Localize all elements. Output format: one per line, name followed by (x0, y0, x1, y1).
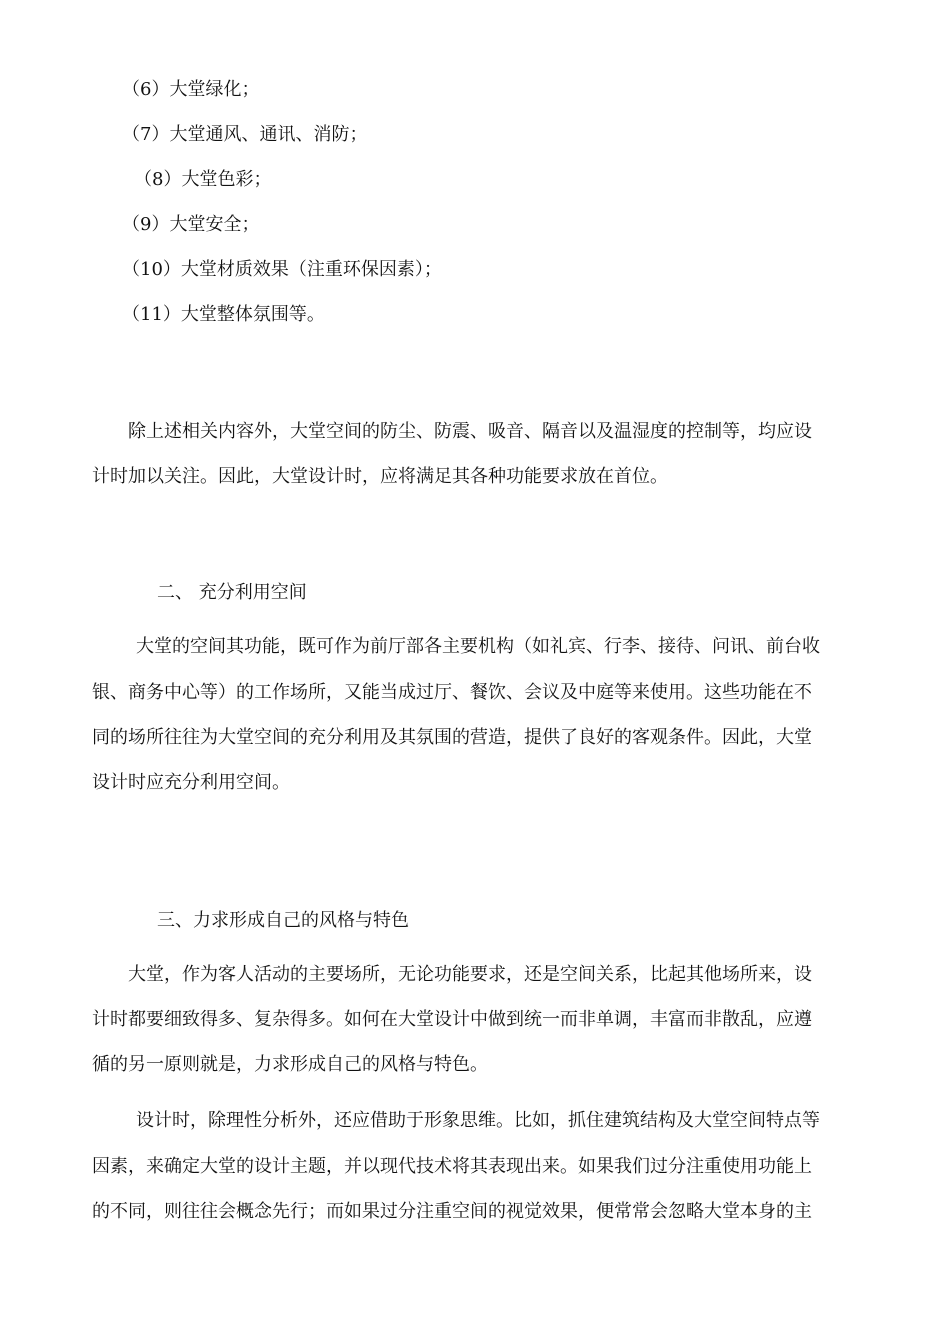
section-2-line-2: 银、商务中心等）的工作场所，又能当成过厅、餐饮、会议及中庭等来使用。这些功能在不 (92, 682, 812, 703)
list-item-7: （7）大堂通风、通讯、消防； (122, 124, 368, 145)
list-item-9: （9）大堂安全； (122, 214, 260, 235)
section-3a-line-3: 循的另一原则就是，力求形成自己的风格与特色。 (92, 1054, 488, 1075)
paragraph-1-line-2: 计时加以关注。因此，大堂设计时，应将满足其各种功能要求放在首位。 (92, 466, 668, 487)
section-2-line-1: 大堂的空间其功能，既可作为前厅部各主要机构（如礼宾、行李、接待、问讯、前台收 (136, 636, 820, 657)
section-2-heading: 二、 充分利用空间 (157, 582, 307, 603)
list-item-10: （10）大堂材质效果（注重环保因素）； (122, 259, 442, 280)
section-3a-line-1: 大堂，作为客人活动的主要场所，无论功能要求，还是空间关系，比起其他场所来，设 (128, 964, 812, 985)
section-3b-line-3: 的不同，则往往会概念先行；而如果过分注重空间的视觉效果，便常常会忽略大堂本身的主 (92, 1201, 812, 1222)
list-item-6: （6）大堂绿化； (122, 79, 260, 100)
section-2-line-4: 设计时应充分利用空间。 (92, 772, 290, 793)
section-2-line-3: 同的场所往往为大堂空间的充分利用及其氛围的营造，提供了良好的客观条件。因此，大堂 (92, 727, 812, 748)
section-3b-line-2: 因素，来确定大堂的设计主题，并以现代技术将其表现出来。如果我们过分注重使用功能上 (92, 1156, 812, 1177)
list-item-11: （11）大堂整体氛围等。 (122, 304, 325, 325)
section-3a-line-2: 计时都要细致得多、复杂得多。如何在大堂设计中做到统一而非单调，丰富而非散乱，应遵 (92, 1009, 812, 1030)
section-3b-line-1: 设计时，除理性分析外，还应借助于形象思维。比如，抓住建筑结构及大堂空间特点等 (136, 1110, 820, 1131)
section-3-heading: 三、力求形成自己的风格与特色 (157, 910, 409, 931)
list-item-8: （8）大堂色彩； (134, 169, 272, 190)
paragraph-1-line-1: 除上述相关内容外，大堂空间的防尘、防震、吸音、隔音以及温湿度的控制等，均应设 (128, 421, 812, 442)
